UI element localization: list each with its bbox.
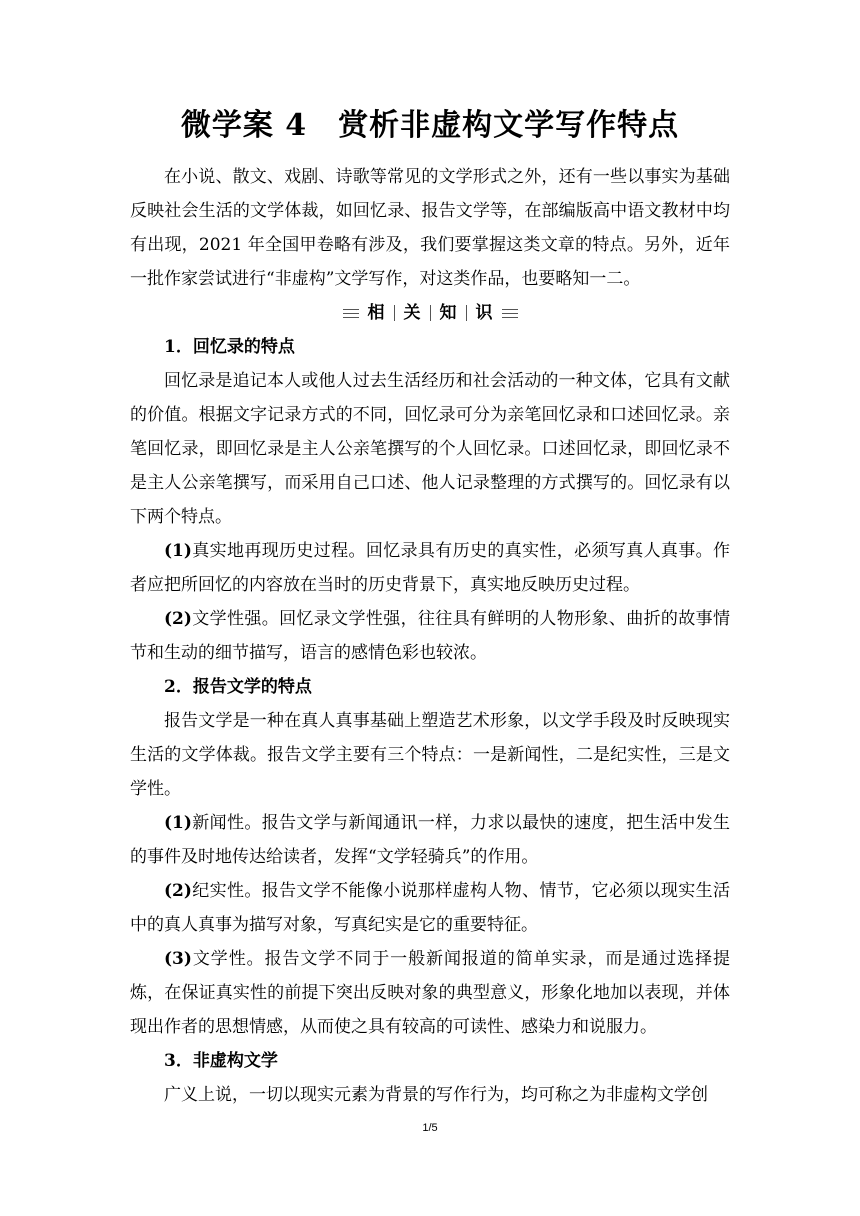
nonfiction-paragraph: 广义上说，一切以现实元素为背景的写作行为，均可称之为非虚构文学创 <box>164 1085 708 1105</box>
section-label-char: 关 <box>403 303 421 323</box>
section-heading-nonfiction: 3．非虚构文学 <box>164 1051 278 1071</box>
memoir-point-1 <box>130 534 730 602</box>
section-heading-memoir: 1．回忆录的特点 <box>164 337 295 357</box>
reportage-paragraph: 报告文学是一种在真人真事基础上塑造艺术形象，以文学手段及时反映现实生活的文学体裁。报告文学主要有三个特点：一是新闻性，二是纪实性，三是文学性。 <box>130 711 730 799</box>
memoir-paragraph: 回忆录是追记本人或他人过去生活经历和社会活动的一种文体，它具有文献的价值。根据文字记录方式的不同，回忆录可分为亲笔回忆录和口述回忆录。亲笔回忆录，即回忆录是主人公亲笔撰写的个人回忆录。口述回忆录，即回忆录不是主人公亲笔撰写，而采用自己口述、他人记录整理的方式撰写的。回忆录有以下两个特点。 <box>130 371 730 527</box>
divider-bar <box>394 305 395 321</box>
section-label-char: 知 <box>439 303 457 323</box>
page-title: 微学案 4 赏析非虚构文学写作特点 <box>180 108 680 143</box>
intro-paragraph: 在小说、散文、戏剧、诗歌等常见的文学形式之外，还有一些以事实为基础反映社会生活的文学体裁，如回忆录、报告文学等，在部编版高中语文教材中均有出现，2021 年全国甲卷略有涉及，我们要掌握这类文章的特点。另外，近年一批作家尝试进行“非虚构”文学写作，对这类作品，也要略知一二。 <box>130 167 730 289</box>
point-text: 新闻性。报告文学与新闻通讯一样，力求以最快的速度，把生活中发生的事件及时地传达给读者，发挥“文学轻骑兵”的作用。 <box>130 813 730 867</box>
point-number: (2) <box>164 609 192 629</box>
document-body <box>130 160 730 1112</box>
point-number: (3) <box>164 949 192 969</box>
point-number: (1) <box>164 541 192 561</box>
reportage-point-3 <box>130 942 730 1044</box>
section-label-char: 识 <box>475 303 493 323</box>
point-number: (2) <box>164 881 192 901</box>
page-number: 1/5 <box>422 1122 438 1134</box>
point-text: 纪实性。报告文学不能像小说那样虚构人物、情节，它必须以现实生活中的真人真事为描写对象，写真纪实是它的重要特征。 <box>130 881 730 935</box>
section-label-char: 相 <box>367 303 385 323</box>
point-text: 真实地再现历史过程。回忆录具有历史的真实性，必须写真人真事。作者应把所回忆的内容放在当时的历史背景下，真实地反映历史过程。 <box>130 541 730 595</box>
divider-bar <box>430 305 431 321</box>
point-number: (1) <box>164 813 192 833</box>
point-text: 文学性强。回忆录文学性强，往往具有鲜明的人物形象、曲折的故事情节和生动的细节描写，语言的感情色彩也较浓。 <box>130 609 730 663</box>
reportage-point-1 <box>130 806 730 874</box>
point-text: 文学性。报告文学不同于一般新闻报道的简单实录，而是通过选择提炼，在保证真实性的前提下突出反映对象的典型意义，形象化地加以表现，并体现出作者的思想情感，从而使之具有较高的可读性、感染力和说服力。 <box>130 949 730 1037</box>
divider-right-ornament <box>502 309 518 318</box>
section-heading-reportage: 2．报告文学的特点 <box>164 677 312 697</box>
memoir-point-2 <box>130 602 730 670</box>
section-divider <box>130 296 730 330</box>
divider-left-ornament <box>343 309 359 318</box>
reportage-point-2 <box>130 874 730 942</box>
divider-bar <box>466 305 467 321</box>
